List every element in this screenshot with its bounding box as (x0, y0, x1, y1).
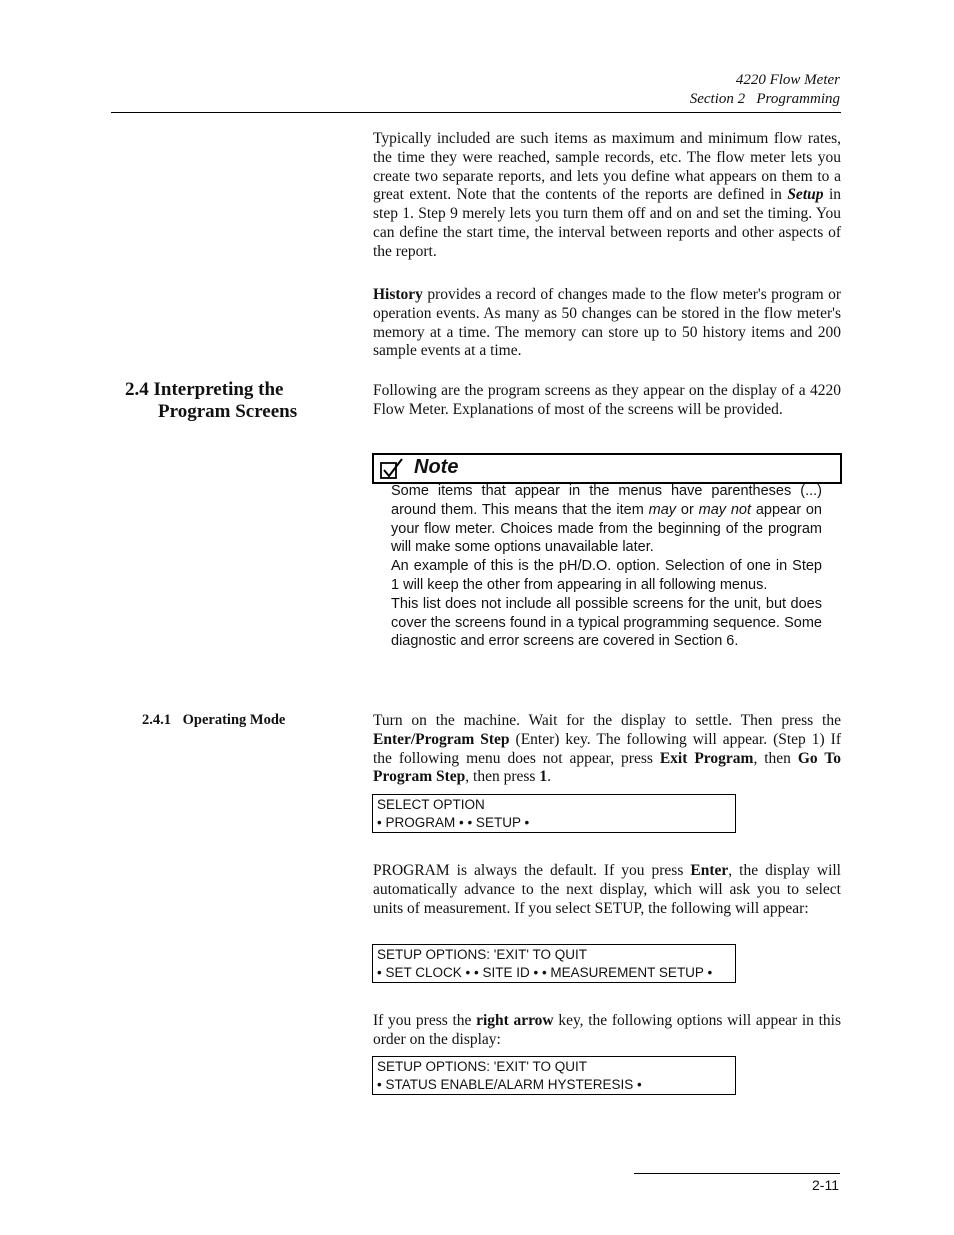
reports-paragraph: Typically included are such items as maximum and minimum flow rates, the time they were reached, sample records, etc. The flow meter lets you create two separate reports, and lets you define what appears on them to a great extent. Note that the contents of the reports are defined in Setup in step 1. Step 9 merely lets you turn them off and on and set the timing. You can define the start time, the interval between reports and other aspects of the report. (373, 130, 841, 260)
setup-term: Setup (787, 186, 824, 204)
section-number: 2.4 (125, 379, 149, 400)
display-line: • SET CLOCK • • SITE ID • • MEASUREMENT SETUP • (377, 964, 713, 980)
note-header-box (372, 453, 842, 484)
note-paragraph: An example of this is the pH/D.O. option. Selection of one in Step 1 will keep the other from appearing in all following menus. (391, 558, 822, 593)
display-screen-setup-options (372, 944, 736, 983)
running-header (690, 71, 840, 109)
section-title-line1: Interpreting the (153, 379, 284, 400)
note-body (391, 482, 822, 651)
note-paragraph: Some items that appear in the menus have parentheses (...) around them. This means that the item may or may not appear on your flow meter. Choices made from the beginning of the program will make some options unavailable later. (391, 483, 822, 556)
header-title: 4220 Flow Meter (735, 72, 840, 88)
note-label: Note (414, 456, 459, 478)
note-paragraph: This list does not include all possible screens for the unit, but does cover the screens found in a typical programming sequence. Some diagnostic and error screens are covered in Section 6. (391, 595, 822, 650)
footer-rule (634, 1173, 840, 1174)
checkbox-check-icon (380, 458, 404, 480)
display-line: • PROGRAM • • SETUP • (377, 814, 530, 830)
display-line: SELECT OPTION (377, 797, 485, 812)
page-number: 2-11 (812, 1177, 839, 1193)
display-screen-setup-options-2 (372, 1056, 736, 1095)
program-default-paragraph: PROGRAM is always the default. If you press Enter, the display will automatically advance to the next display, which will ask you to select units of measurement. If you select SETUP, the following will appear: (373, 862, 841, 917)
section-heading (125, 379, 297, 423)
subsection-title: Operating Mode (182, 712, 286, 728)
section-intro-paragraph: Following are the program screens as they appear on the display of a 4220 Flow Meter. Explanations of most of the screens will be provided. (373, 382, 841, 418)
header-section: Section 2 Programming (689, 91, 840, 107)
history-term: History (373, 286, 423, 303)
subsection-number: 2.4.1 (142, 712, 171, 728)
display-line: SETUP OPTIONS: 'EXIT' TO QUIT (377, 1059, 587, 1074)
display-line: SETUP OPTIONS: 'EXIT' TO QUIT (377, 947, 587, 962)
display-line: • STATUS ENABLE/ALARM HYSTERESIS • (377, 1076, 642, 1092)
section-title-line2: Program Screens (158, 401, 298, 422)
header-rule (111, 112, 841, 113)
subsection-heading (142, 712, 285, 729)
display-screen-select-option (372, 794, 736, 833)
operating-mode-paragraph: Turn on the machine. Wait for the display to settle. Then press the Enter/Program Step (Enter) key. The following will appear. (Step 1) If the following menu does not appear, press Exit Program, then Go To Program Step, then press 1. (373, 712, 842, 786)
right-arrow-paragraph: If you press the right arrow key, the following options will appear in this order on the display: (373, 1012, 841, 1048)
history-paragraph: History provides a record of changes made to the flow meter's program or operation events. As many as 50 changes can be stored in the flow meter's memory at a time. The memory can store up to 50 history items and 200 sample events at a time. (373, 286, 841, 360)
